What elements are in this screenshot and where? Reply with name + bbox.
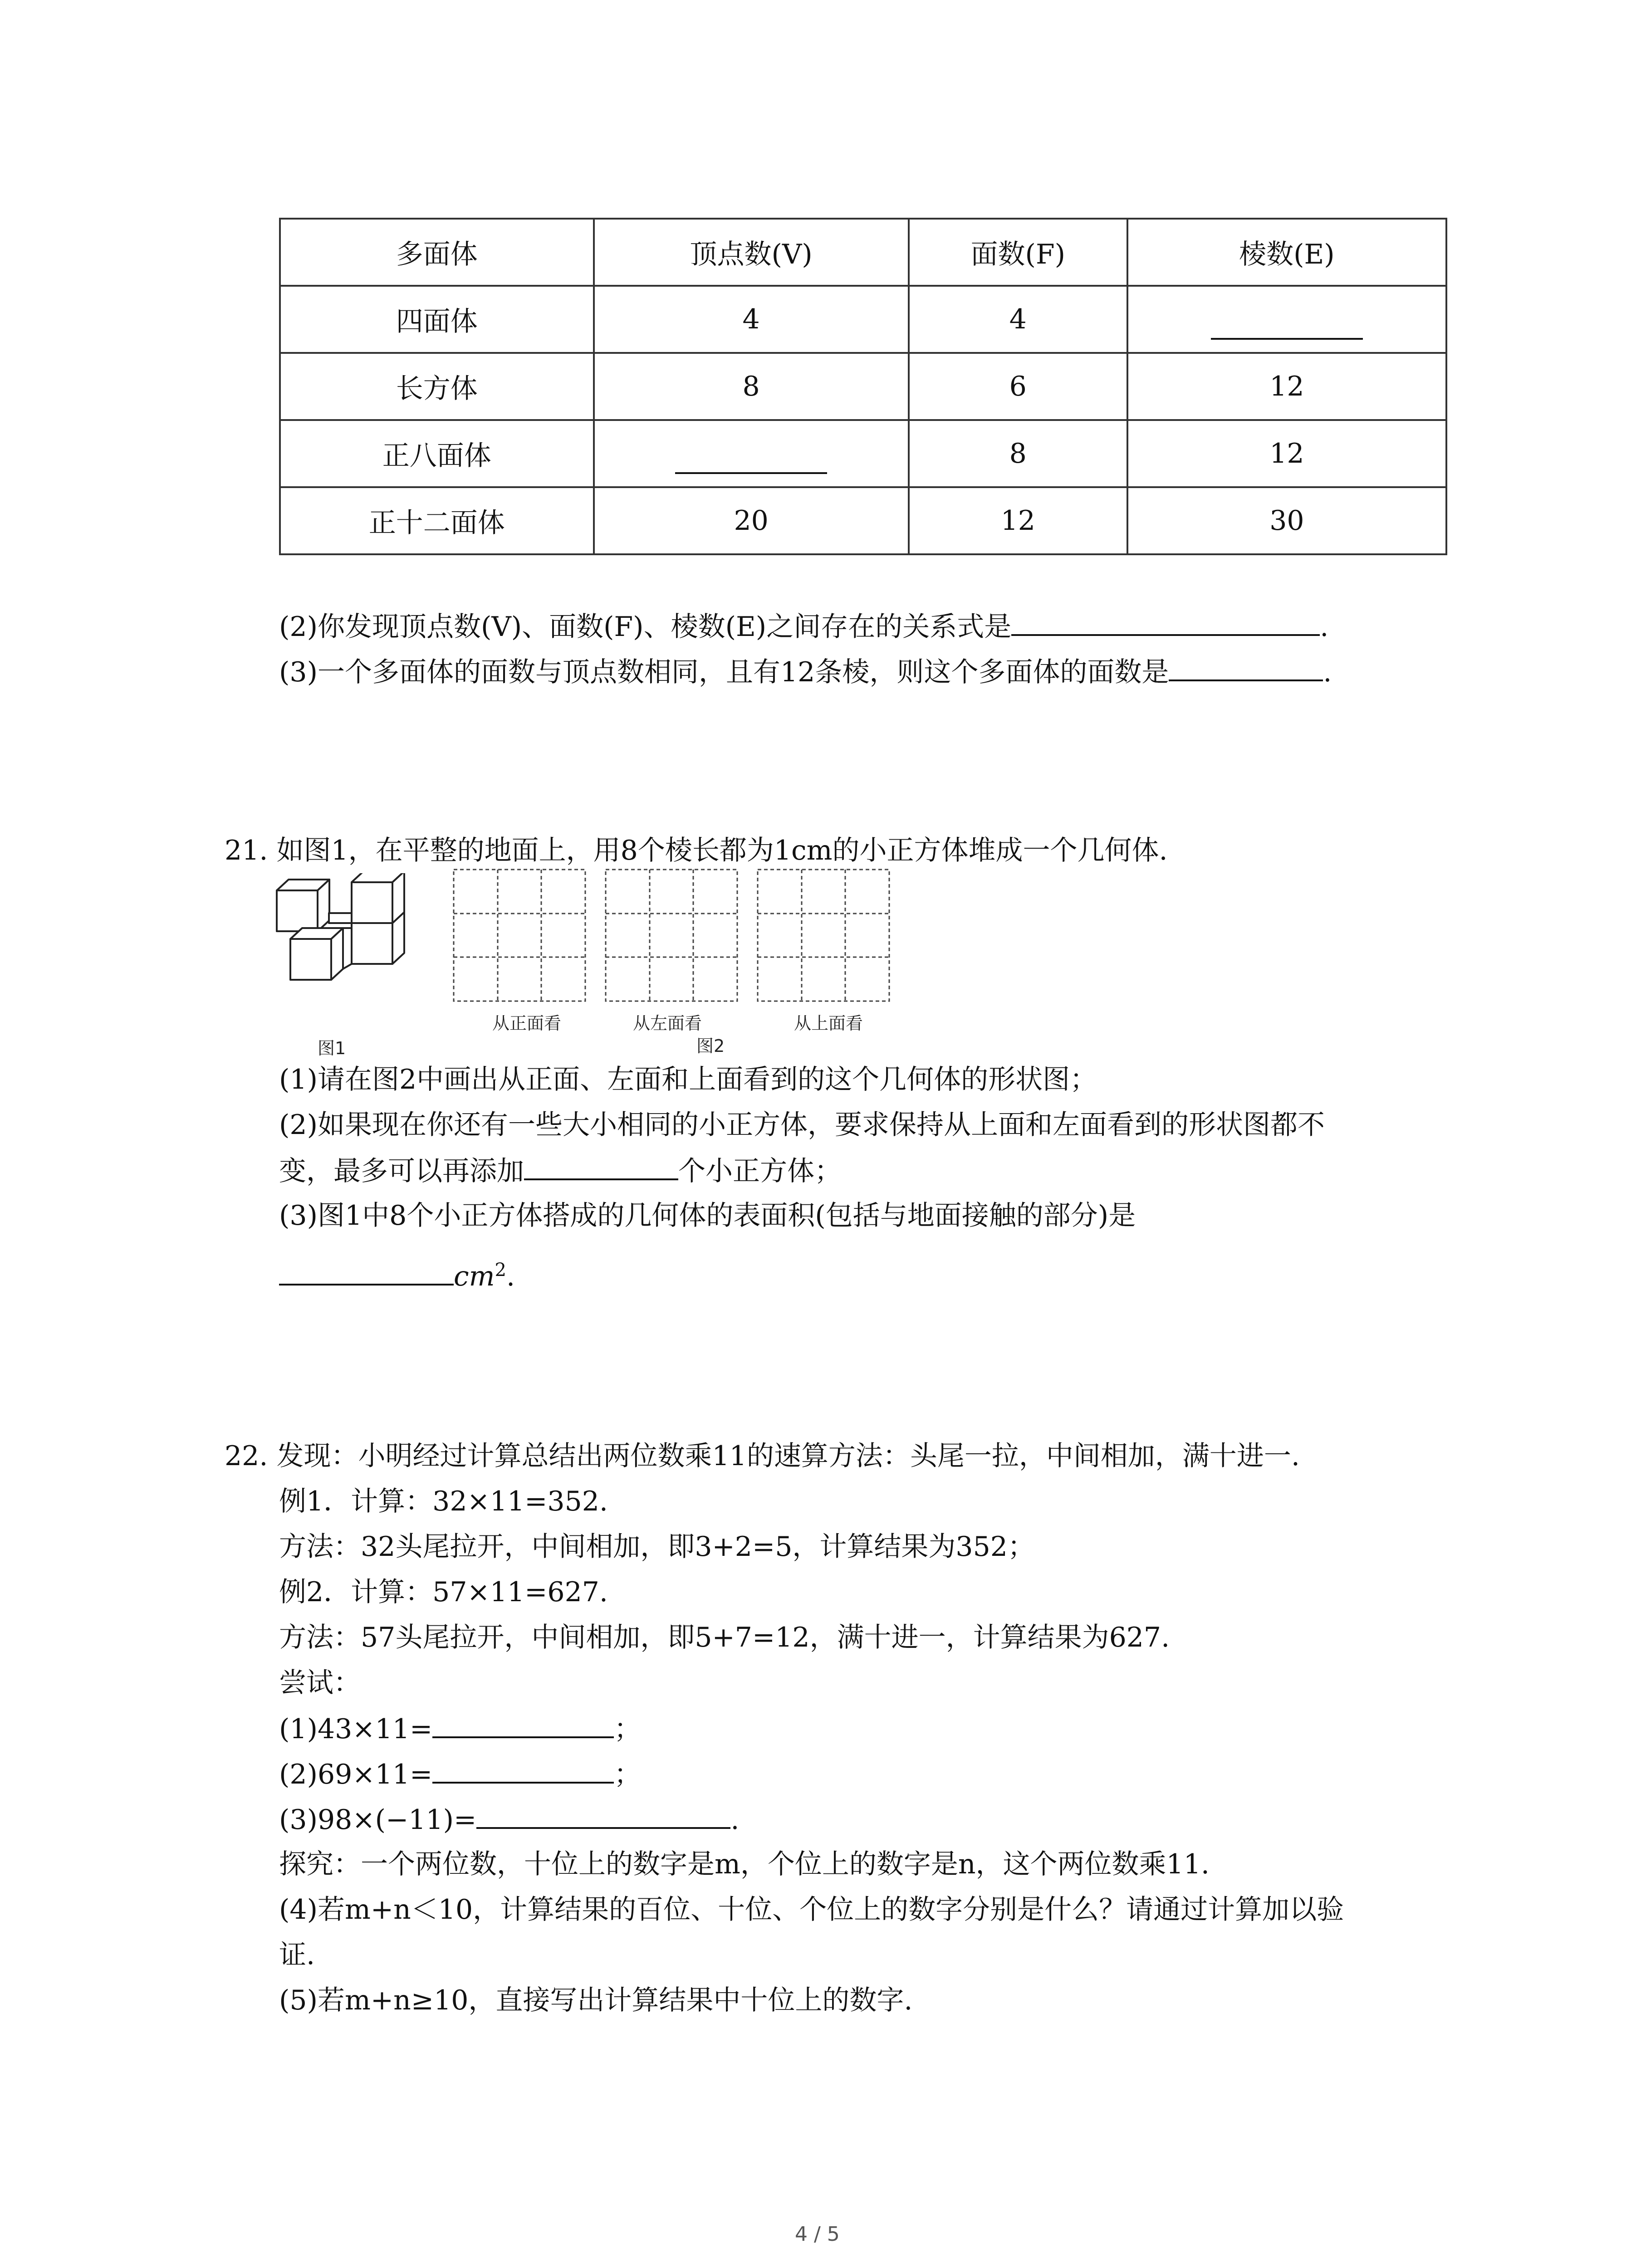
table-cell: 四面体 (280, 286, 594, 353)
q22-part3 (279, 1801, 739, 1838)
question-text: (3)98×(−11)= (279, 1804, 477, 1836)
q22-line: 方法：32头尾拉开，中间相加，即3+2=5，计算结果为352； (279, 1531, 1035, 1563)
answer-blank[interactable] (1169, 653, 1323, 681)
question-text: (1)43×11= (279, 1713, 433, 1745)
front-view-label: 从正面看 (492, 1013, 562, 1033)
left-view-label: 从左面看 (633, 1013, 702, 1033)
view-grids-figure[interactable] (451, 867, 905, 1003)
q20-part2 (279, 608, 1328, 645)
front-view-grid (454, 870, 585, 1001)
question-text: 变，最多可以再添加 (279, 1155, 524, 1187)
unit-text: cm (454, 1261, 495, 1292)
table-cell: 正八面体 (280, 420, 594, 487)
top-view-label: 从上面看 (794, 1013, 863, 1033)
table-header: 棱数(E) (1127, 219, 1446, 286)
punctuation: . (1323, 656, 1332, 688)
figure-2-caption: 图2 (696, 1036, 725, 1056)
table-header: 多面体 (280, 219, 594, 286)
q22-part1 (279, 1710, 641, 1747)
answer-blank-cell (1127, 286, 1446, 353)
answer-blank[interactable] (476, 1801, 730, 1829)
q22-line: 尝试： (279, 1667, 361, 1699)
question-text: (2)69×11= (279, 1759, 433, 1790)
table-cell: 8 (594, 353, 909, 420)
answer-blank[interactable] (1211, 311, 1363, 340)
page-number: 4 / 5 (795, 2223, 840, 2246)
punctuation: . (1320, 611, 1329, 643)
q21-part2a: (2)如果现在你还有一些大小相同的小正方体，要求保持从上面和左面看到的形状图都不 (279, 1109, 1325, 1141)
figure-1-caption: 图1 (318, 1038, 346, 1058)
table-header: 面数(F) (909, 219, 1127, 286)
polyhedron-table (279, 218, 1447, 555)
punctuation: . (730, 1804, 740, 1836)
answer-blank[interactable] (432, 1755, 614, 1784)
table-row (280, 420, 1446, 487)
q22-part2 (279, 1755, 641, 1793)
q22-line: (4)若m+n＜10，计算结果的百位、十位、个位上的数字分别是什么？请通过计算加以验 (279, 1894, 1344, 1926)
table-cell: 12 (1127, 353, 1446, 420)
punctuation: ； (614, 1759, 642, 1790)
q21-part2b (279, 1152, 842, 1189)
unit-exponent: 2 (495, 1260, 506, 1281)
table-cell: 8 (909, 420, 1127, 487)
answer-blank[interactable] (1011, 608, 1320, 636)
question-text: 个小正方体； (678, 1155, 842, 1187)
question-text: (2)你发现顶点数(V)、面数(F)、棱数(E)之间存在的关系式是 (279, 611, 1012, 643)
table-cell: 6 (909, 353, 1127, 420)
q21-stem: 21. 如图1，在平整的地面上，用8个棱长都为1cm的小正方体堆成一个几何体. (225, 835, 1168, 866)
table-header: 顶点数(V) (594, 219, 909, 286)
table-cell: 12 (909, 487, 1127, 554)
q21-part3a: (3)图1中8个小正方体搭成的几何体的表面积(包括与地面接触的部分)是 (279, 1200, 1136, 1232)
q22-line: 例2．计算：57×11=627. (279, 1576, 608, 1608)
left-view-grid (606, 870, 737, 1001)
q22-line: 方法：57头尾拉开，中间相加，即5+7=12，满十进一，计算结果为627. (279, 1622, 1170, 1653)
punctuation: . (506, 1261, 515, 1292)
table-cell: 12 (1127, 420, 1446, 487)
q22-line: 例1．计算：32×11=352. (279, 1486, 608, 1517)
question-text: (3)一个多面体的面数与顶点数相同，且有12条棱，则这个多面体的面数是 (279, 656, 1169, 688)
table-cell: 4 (594, 286, 909, 353)
q21-part1: (1)请在图2中画出从正面、左面和上面看到的这个几何体的形状图； (279, 1064, 1097, 1095)
cube-stack-figure (272, 873, 449, 996)
answer-blank-cell (594, 420, 909, 487)
q21-part3b (279, 1252, 515, 1295)
answer-blank[interactable] (524, 1152, 678, 1180)
table-header-row (280, 219, 1446, 286)
table-cell: 20 (594, 487, 909, 554)
table-cell: 4 (909, 286, 1127, 353)
table-row (280, 353, 1446, 420)
table-cell: 长方体 (280, 353, 594, 420)
q20-part3 (279, 653, 1332, 690)
answer-blank[interactable] (432, 1710, 614, 1738)
answer-blank[interactable] (279, 1257, 454, 1286)
q22-line: 证. (279, 1939, 315, 1971)
punctuation: ； (614, 1713, 642, 1745)
table-row (280, 487, 1446, 554)
q22-line: 探究：一个两位数，十位上的数字是m，个位上的数字是n，这个两位数乘11. (279, 1848, 1210, 1880)
q22-line: 22. 发现：小明经过计算总结出两位数乘11的速算方法：头尾一拉，中间相加，满十进一. (225, 1440, 1300, 1472)
top-view-grid (758, 870, 889, 1001)
q22-line: (5)若m+n≥10，直接写出计算结果中十位上的数字. (279, 1984, 913, 2016)
table-row (280, 286, 1446, 353)
table-cell: 30 (1127, 487, 1446, 554)
table-cell: 正十二面体 (280, 487, 594, 554)
answer-blank[interactable] (675, 445, 827, 474)
